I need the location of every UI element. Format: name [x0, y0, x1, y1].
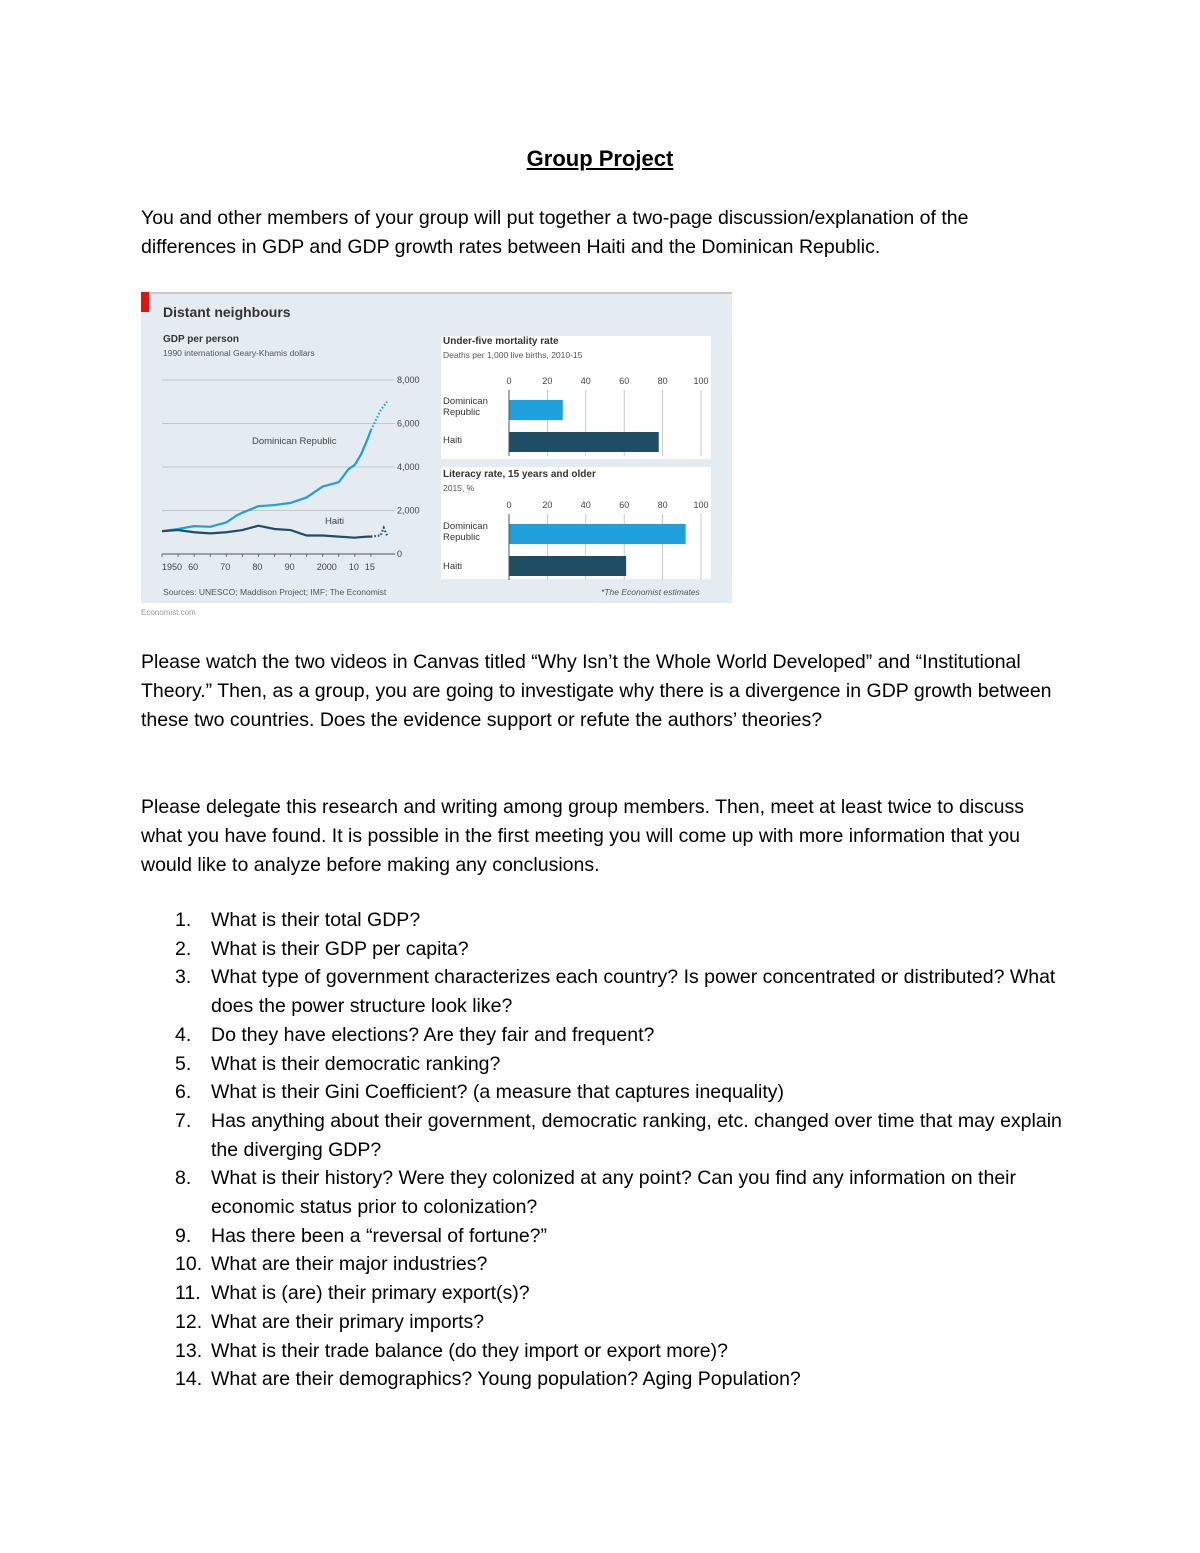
instructions-paragraph: Please watch the two videos in Canvas titled “Why Isn’t the Whole World Developed” and “Institutional Theory.” Then, as a group, you are going to investigate why there is a divergence in GDP growth between these two countries. Does the evidence support or refute the authors’ theories?: [141, 651, 1052, 731]
question-text: Do they have elections? Are they fair and frequent?: [211, 1023, 655, 1046]
gdp-x-tick-label: 2000: [316, 562, 337, 572]
gdp-y-tick-label: 0: [397, 549, 403, 559]
question-number: 1.: [175, 909, 192, 931]
question-text: What type of government characterizes each country? Is power concentrated or distributed? What does the power structure look like?: [211, 966, 1056, 1018]
question-number: 3.: [175, 966, 192, 989]
mortality-tick-label: 40: [580, 376, 591, 386]
question-number: 12.: [175, 1310, 203, 1333]
figure-note: *The Economist estimates: [601, 587, 700, 597]
literacy-tick-label: 0: [506, 500, 512, 510]
question-item: [141, 1365, 1066, 1394]
gdp-x-tick-label: 15: [364, 562, 375, 572]
literacy-tick-label: 100: [693, 500, 709, 510]
gdp-y-tick-label: 2,000: [397, 505, 420, 516]
literacy-bar-haiti: [509, 556, 626, 576]
question-number: 2.: [175, 937, 192, 960]
gdp-x-tick-label: 90: [284, 562, 295, 572]
mortality-bar-dr: [509, 400, 563, 420]
haiti-gdp-line: [162, 526, 371, 538]
gdp-x-tick-label: 60: [188, 562, 199, 572]
gdp-x-tick-label: 70: [220, 562, 231, 572]
question-item: [141, 906, 1066, 935]
question-item: [141, 1308, 1066, 1337]
mortality-bar-haiti: [509, 432, 659, 452]
literacy-chart-title: Literacy rate, 15 years and older: [443, 469, 596, 480]
literacy-label-haiti: Haiti: [443, 561, 463, 572]
figure-accent-bar: [141, 292, 149, 312]
question-item: [141, 1279, 1066, 1308]
mortality-tick-label: 60: [619, 376, 630, 386]
mortality-label-dr: Dominican Republic: [443, 396, 488, 418]
literacy-tick-label: 40: [580, 500, 591, 510]
mortality-tick-label: 0: [506, 376, 512, 386]
mortality-tick-label: 80: [657, 376, 668, 386]
page-title: Group Project: [526, 146, 674, 171]
literacy-bar-dr: [509, 524, 686, 544]
mortality-chart-title: Under-five mortality rate: [443, 336, 559, 347]
question-text: What is their history? Were they colonized at any point? Can you find any information on their economic status prior to colonization?: [211, 1167, 1016, 1219]
question-item: [141, 1222, 1066, 1251]
figure-top-rule: [141, 292, 732, 294]
question-text: Has there been a “reversal of fortune?”: [211, 1224, 548, 1247]
mortality-tick-label: 20: [542, 376, 553, 386]
question-list: [141, 906, 1066, 1394]
figure-sources: Sources: UNESCO; Maddison Project; IMF; The Economist: [163, 587, 387, 597]
question-number: 10.: [175, 1253, 203, 1276]
question-text: What is their democratic ranking?: [211, 1052, 501, 1075]
mortality-chart-subtitle: Deaths per 1,000 live births, 2010-15: [443, 350, 583, 360]
gdp-x-tick-label: 80: [252, 562, 263, 572]
question-number: 13.: [175, 1339, 203, 1362]
question-text: What is (are) their primary export(s)?: [211, 1282, 530, 1305]
haiti-gdp-projection: [371, 528, 387, 537]
question-number: 7.: [175, 1109, 192, 1132]
question-item: [141, 1078, 1066, 1107]
gdp-x-tick-label: 10: [348, 562, 359, 572]
question-text: What are their demographics? Young population? Aging Population?: [211, 1368, 801, 1391]
question-number: 14.: [175, 1368, 203, 1391]
literacy-chart-subtitle: 2015, %: [443, 483, 475, 493]
question-item: [141, 963, 1066, 1020]
gdp-chart-title: GDP per person: [163, 334, 239, 345]
mortality-tick-label: 100: [693, 376, 709, 386]
literacy-bar-chart: [501, 496, 716, 581]
haiti-series-label: Haiti: [325, 516, 345, 527]
literacy-label-dr: Dominican Republic: [443, 521, 488, 543]
literacy-tick-label: 60: [619, 500, 630, 510]
mortality-bar-chart: [501, 372, 716, 457]
question-item: [141, 1021, 1066, 1050]
figure-credit: Economist.com: [141, 608, 196, 617]
question-text: What are their primary imports?: [211, 1310, 485, 1333]
dr-gdp-projection: [371, 402, 387, 430]
question-number: 6.: [175, 1081, 192, 1104]
gdp-y-tick-label: 8,000: [397, 375, 420, 385]
gdp-x-tick-label: 1950: [162, 562, 183, 572]
question-item: [141, 1107, 1066, 1164]
question-item: [141, 1337, 1066, 1366]
gdp-y-tick-label: 4,000: [397, 462, 420, 472]
question-number: 11.: [175, 1282, 201, 1305]
chart-figure: [141, 292, 732, 620]
question-number: 9.: [175, 1224, 192, 1247]
question-text: What is their GDP per capita?: [211, 937, 469, 960]
question-text: What are their major industries?: [211, 1253, 488, 1276]
question-item: [141, 935, 1066, 964]
question-item: [141, 1164, 1066, 1221]
literacy-tick-label: 20: [542, 500, 553, 510]
dr-series-label: Dominican Republic: [252, 436, 337, 447]
gdp-y-tick-label: 6,000: [397, 418, 420, 429]
question-text: Has anything about their government, democratic ranking, etc. changed over time that may explain the diverging GDP?: [211, 1109, 1062, 1161]
gdp-chart-subtitle: 1990 international Geary-Khamis dollars: [163, 348, 315, 358]
intro-paragraph: You and other members of your group will put together a two-page discussion/explanation of the differences in GDP and GDP growth rates between Haiti and the Dominican Republic.: [141, 207, 969, 258]
question-text: What is their total GDP?: [211, 909, 421, 931]
question-number: 8.: [175, 1167, 192, 1190]
question-text: What is their Gini Coefficient? (a measure that captures inequality): [211, 1081, 784, 1104]
literacy-tick-label: 80: [657, 500, 668, 510]
question-number: 5.: [175, 1052, 192, 1075]
gdp-line-chart: [157, 362, 437, 582]
delegation-paragraph: Please delegate this research and writing among group members. Then, meet at least twice to discuss what you have found. It is possible in the first meeting you will come up with more information that you would like to analyze before making any conclusions.: [141, 796, 1025, 876]
mortality-label-haiti: Haiti: [443, 435, 463, 446]
question-item: [141, 1250, 1066, 1279]
figure-title: Distant neighbours: [163, 304, 291, 320]
question-item: [141, 1050, 1066, 1079]
question-text: What is their trade balance (do they import or export more)?: [211, 1339, 728, 1362]
question-number: 4.: [175, 1023, 192, 1046]
